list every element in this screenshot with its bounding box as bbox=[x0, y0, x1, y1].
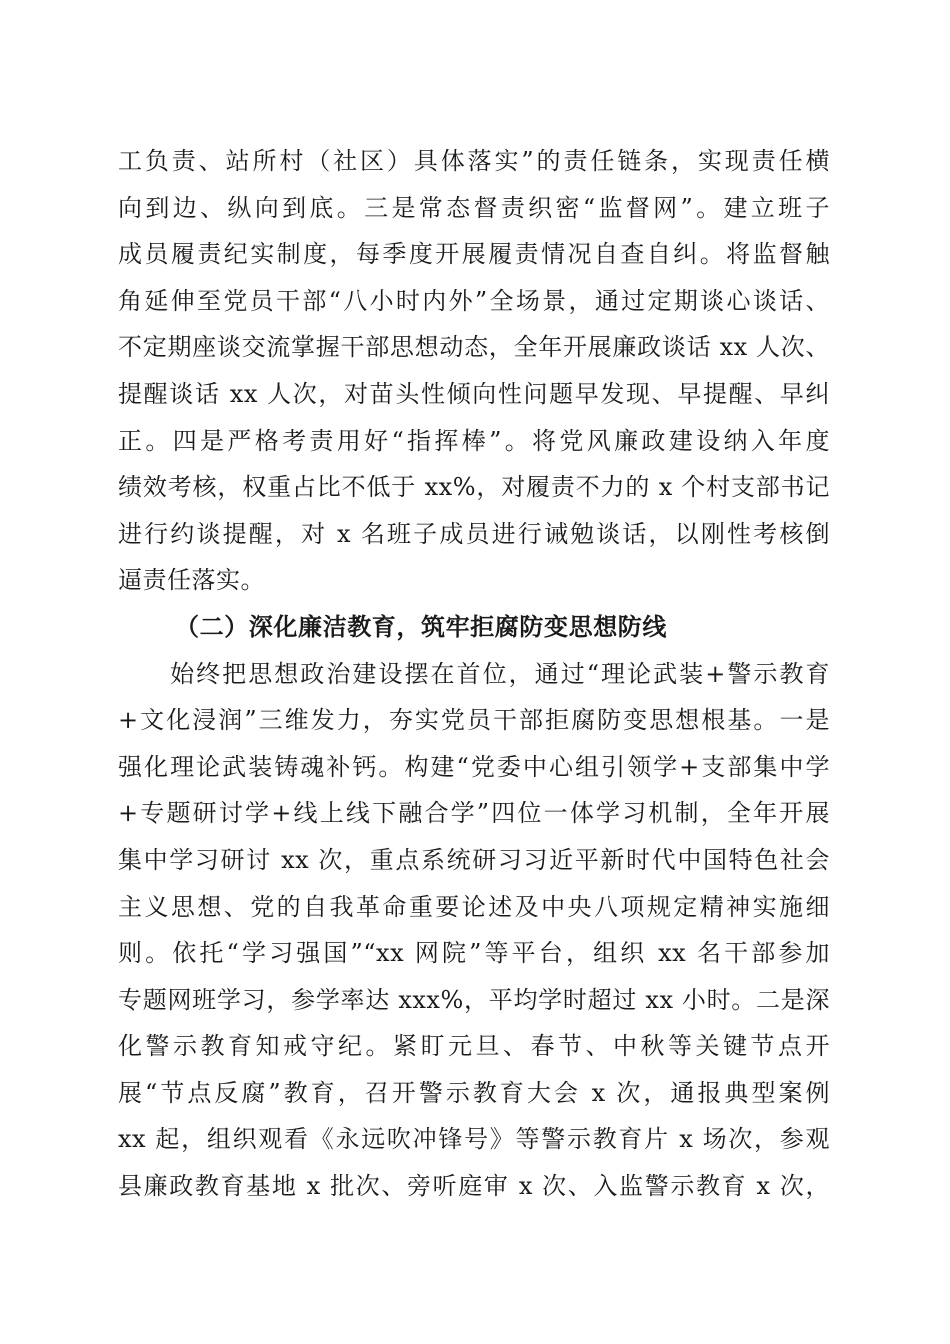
document-page bbox=[118, 138, 830, 1210]
paragraph-responsibility-chain bbox=[118, 138, 830, 604]
text-line: 向到边、纵向到底。三是常态督责织密“监督网”。建立班子 bbox=[118, 193, 830, 222]
text-line: 强化理论武装铸魂补钙。构建“党委中心组引领学+支部集中学 bbox=[118, 752, 830, 781]
text-line: 提醒谈话 xx 人次，对苗头性倾向性问题早发现、早提醒、早纠 bbox=[118, 379, 830, 408]
text-line: 成员履责纪实制度，每季度开展履责情况自查自纠。将监督触 bbox=[118, 240, 830, 269]
text-line: 进行约谈提醒，对 x 名班子成员进行诫勉谈话，以刚性考核倒 bbox=[118, 519, 830, 548]
text-line: 不定期座谈交流掌握干部思想动态，全年开展廉政谈话 xx 人次、 bbox=[118, 333, 830, 362]
text-line: 则。依托“学习强国”“xx 网院”等平台，组织 xx 名干部参加 bbox=[118, 939, 830, 968]
section-heading: （二）深化廉洁教育，筑牢拒腐防变思想防线 bbox=[175, 611, 667, 641]
text-line: xx 起，组织观看《永远吹冲锋号》等警示教育片 x 场次，参观 bbox=[118, 1125, 830, 1154]
text-line: 逼责任落实。 bbox=[118, 566, 265, 595]
text-line: 角延伸至党员干部“八小时内外”全场景，通过定期谈心谈话、 bbox=[118, 286, 830, 315]
text-line: 始终把思想政治建设摆在首位，通过“理论武装+警示教育 bbox=[118, 659, 830, 688]
text-line: 集中学习研讨 xx 次，重点系统研习习近平新时代中国特色社会 bbox=[118, 845, 830, 874]
text-line: 主义思想、党的自我革命重要论述及中央八项规定精神实施细 bbox=[118, 892, 830, 921]
text-line: 正。四是严格考责用好“指挥棒”。将党风廉政建设纳入年度 bbox=[118, 426, 830, 455]
text-line: 化警示教育知戒守纪。紧盯元旦、春节、中秋等关键节点开 bbox=[118, 1032, 830, 1061]
text-line: 专题网班学习，参学率达 xxx%，平均学时超过 xx 小时。二是深 bbox=[118, 985, 830, 1014]
text-line: 展“节点反腐”教育，召开警示教育大会 x 次，通报典型案例 bbox=[118, 1078, 830, 1107]
text-line: 县廉政教育基地 x 批次、旁听庭审 x 次、入监警示教育 x 次， bbox=[118, 1172, 830, 1201]
paragraph-integrity-education bbox=[118, 651, 830, 1210]
text-line: 工负责、站所村（社区）具体落实”的责任链条，实现责任横 bbox=[118, 147, 830, 175]
text-line: +专题研讨学+线上线下融合学”四位一体学习机制，全年开展 bbox=[118, 799, 830, 828]
text-line: +文化浸润”三维发力，夯实党员干部拒腐防变思想根基。一是 bbox=[118, 706, 830, 735]
text-line: 绩效考核，权重占比不低于 xx%，对履责不力的 x 个村支部书记 bbox=[118, 473, 830, 502]
